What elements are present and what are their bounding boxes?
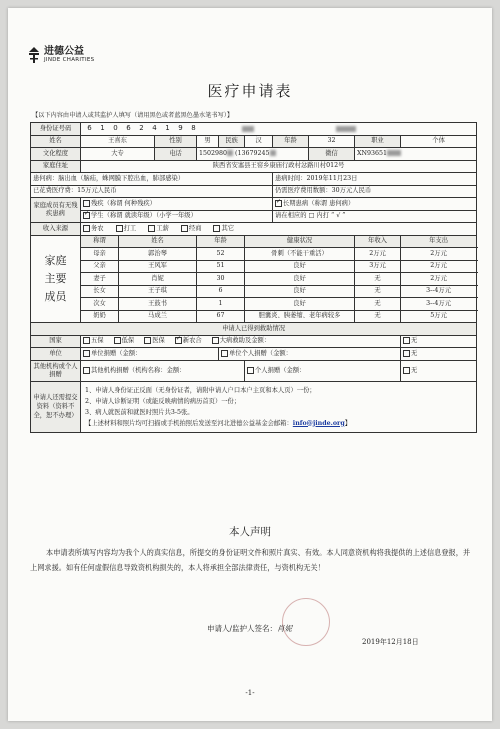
income-option: 经商	[188, 224, 202, 232]
materials-list	[81, 381, 477, 432]
checkbox[interactable]	[83, 225, 90, 232]
income-source-label: 收入来源	[31, 223, 81, 236]
col-header-income: 年收入	[355, 235, 401, 248]
id-digit: 2	[139, 124, 144, 133]
help-option: 五保	[91, 337, 104, 345]
member-name[interactable]: 王鼓书	[119, 298, 197, 311]
id-digit: 1	[100, 124, 105, 133]
member-expense[interactable]: 3--4万元	[401, 298, 477, 311]
id-digit: 1	[165, 124, 170, 133]
member-age[interactable]: 67	[197, 310, 245, 323]
checkbox[interactable]	[213, 225, 220, 232]
phone-number: 1502980	[199, 149, 228, 157]
ethnic-value[interactable]: 汉	[245, 135, 273, 148]
member-relation[interactable]: 妻子	[81, 273, 119, 286]
row-income-source	[31, 223, 477, 236]
member-age[interactable]: 1	[197, 298, 245, 311]
wechat-id: XN93651	[357, 149, 388, 157]
checkbox[interactable]	[275, 200, 282, 207]
member-income[interactable]: 2万元	[355, 248, 401, 261]
member-name[interactable]: 王风军	[119, 260, 197, 273]
help-country-row	[31, 335, 477, 348]
unit-help-label: 单位	[31, 348, 81, 361]
income-source-options[interactable]	[81, 223, 477, 236]
member-health[interactable]: 良好	[245, 285, 355, 298]
checkbox[interactable]	[83, 350, 90, 357]
id-digit: 6	[126, 124, 131, 133]
logo-name-cn: 进德公益	[44, 46, 84, 57]
other-none-option[interactable]	[401, 360, 477, 381]
member-relation[interactable]: 母亲	[81, 248, 119, 261]
disease-date-field[interactable]: 患病时间：2019年11月23日	[273, 173, 477, 186]
check-hint: 请在相应的 □ 内打 “ √ ”	[273, 210, 477, 223]
checkbox[interactable]	[175, 337, 182, 344]
member-age[interactable]: 51	[197, 260, 245, 273]
email-line	[85, 418, 472, 429]
email-prefix: 【上述材料和照片均可扫描或手机拍照后发送至河北进德公益基金会邮箱：	[85, 419, 293, 427]
checkbox[interactable]	[144, 337, 151, 344]
phone-number-2: 13679245	[237, 149, 270, 157]
row-education	[31, 148, 477, 161]
person-donate-option[interactable]	[245, 360, 401, 381]
member-relation[interactable]: 父亲	[81, 260, 119, 273]
address-value[interactable]: 陕西省安塞县王窑乡康庙行政村忿路川村012号	[81, 160, 477, 173]
member-row	[31, 298, 477, 311]
help-option: 医保	[152, 337, 165, 345]
member-income[interactable]: 无	[355, 298, 401, 311]
member-relation[interactable]: 次女	[81, 298, 119, 311]
materials-row	[31, 381, 477, 432]
id-digit: 9	[178, 124, 183, 133]
email-suffix: 】	[344, 419, 352, 427]
checkbox[interactable]	[148, 225, 155, 232]
id-digit: 0	[113, 124, 118, 133]
row-cost	[31, 185, 477, 198]
org-donate-option[interactable]	[81, 360, 245, 381]
members-header-row	[31, 235, 477, 248]
member-row	[31, 273, 477, 286]
email-link[interactable]: info@jinde.org	[292, 419, 345, 427]
checkbox[interactable]	[116, 225, 123, 232]
job-label: 职业	[355, 135, 401, 148]
student-option[interactable]	[81, 210, 273, 223]
member-health[interactable]: 良好	[245, 298, 355, 311]
member-age[interactable]: 52	[197, 248, 245, 261]
unit-none-option[interactable]	[401, 348, 477, 361]
help-other-row	[31, 360, 477, 381]
job-value[interactable]: 个体	[401, 135, 477, 148]
member-name[interactable]: 郭治琴	[119, 248, 197, 261]
redaction	[270, 150, 276, 156]
member-health[interactable]: 骨刺（不能干重活）	[245, 248, 355, 261]
sex-label: 性别	[155, 135, 197, 148]
row-family-condition	[31, 198, 477, 211]
none-text: 无	[411, 349, 418, 357]
member-row	[31, 260, 477, 273]
row-family-condition-2	[31, 210, 477, 223]
member-income[interactable]: 3万元	[355, 260, 401, 273]
application-form	[30, 122, 477, 433]
help-section-header: 申请人已得到救助情况	[31, 323, 477, 336]
member-health[interactable]: 良好	[245, 273, 355, 286]
page-number: -1-	[245, 689, 255, 697]
unit-personal-text: 单位个人捐赠（金额：	[229, 349, 292, 357]
name-label: 姓名	[31, 135, 81, 148]
country-none-option[interactable]	[401, 335, 477, 348]
declaration-text: 本申请表所填写内容均为我个人的真实信息，所提交的身份证明文件和照片真实、有效。本人同意资机构将我提供的上述信息登报，并上网求援。如有任何虚假信息导致资机构损失的，本人将承担全部法律责任，与资机构无关！	[30, 548, 471, 572]
signature-name[interactable]: 肖妮	[277, 624, 293, 633]
checkbox[interactable]	[212, 337, 219, 344]
checkbox[interactable]	[181, 225, 188, 232]
member-expense[interactable]: 2万元	[401, 260, 477, 273]
col-header-relation: 称谓	[81, 235, 119, 248]
member-age[interactable]: 30	[197, 273, 245, 286]
member-income[interactable]: 无	[355, 285, 401, 298]
help-unit-row	[31, 348, 477, 361]
member-age[interactable]: 6	[197, 285, 245, 298]
unit-donate-option[interactable]	[81, 348, 219, 361]
other-help-label: 其他机构或个人捐赠	[31, 360, 81, 381]
cost-needed-field[interactable]: 仍需医疗费用数额：30万元人民币	[273, 185, 477, 198]
id-number-field[interactable]	[81, 123, 477, 136]
education-label: 文化程度	[31, 148, 81, 161]
id-digit: 8	[191, 124, 196, 133]
none-text: 无	[411, 337, 418, 345]
logo-name-en: JINDE CHARITIES	[44, 57, 95, 63]
member-row	[31, 285, 477, 298]
member-health[interactable]: 良好	[245, 260, 355, 273]
family-condition-label: 家庭成员有无残疾患病	[31, 198, 81, 223]
row-address	[31, 160, 477, 173]
row-id	[31, 123, 477, 136]
checkbox[interactable]	[403, 337, 410, 344]
row-disease	[31, 173, 477, 186]
row-name	[31, 135, 477, 148]
member-name[interactable]: 王子琪	[119, 285, 197, 298]
checkbox[interactable]	[83, 200, 90, 207]
signature-line	[207, 623, 292, 634]
declaration-title: 本人声明	[229, 526, 271, 538]
signature-label: 申请人/监护人签名：	[207, 624, 278, 633]
col-header-age: 年龄	[197, 235, 245, 248]
family-members-label: 家庭主要成员	[31, 235, 81, 323]
checkbox[interactable]	[221, 350, 228, 357]
income-option: 其它	[221, 224, 235, 232]
materials-label: 申请人还需提交资料（资料不全，恕不办理）	[31, 381, 81, 432]
member-income[interactable]: 无	[355, 273, 401, 286]
form-title: 医疗申请表	[207, 82, 293, 100]
member-name[interactable]: 马成兰	[119, 310, 197, 323]
member-expense[interactable]: 2万元	[401, 248, 477, 261]
member-relation[interactable]: 奶奶	[81, 310, 119, 323]
col-header-name: 姓名	[119, 235, 197, 248]
form-instruction: 【以下内容由申请人或其监护人填写（请用黑色或者蓝黑色墨水笔书写）】	[32, 112, 234, 119]
logo-icon	[28, 47, 40, 63]
org-donate-text: 其他机构捐赠（机构名称：金额：	[91, 366, 186, 374]
redaction	[387, 150, 401, 156]
member-row	[31, 310, 477, 323]
chronic-option[interactable]	[273, 198, 477, 211]
col-header-expense: 年支出	[401, 235, 477, 248]
unit-personal-option[interactable]	[219, 348, 401, 361]
checkbox[interactable]	[83, 212, 90, 219]
unit-donate-text: 单位捐赠（金额：	[91, 349, 142, 357]
age-label: 年龄	[273, 135, 309, 148]
student-text: 学生（称谓 就读年级）（小学一年级）	[91, 212, 197, 220]
member-row	[31, 248, 477, 261]
checkbox[interactable]	[247, 367, 254, 374]
id-label: 身份证号码	[31, 123, 81, 136]
disabled-text: 残疾（称谓 何种残疾）	[91, 199, 156, 207]
income-option: 务农	[91, 224, 104, 232]
address-label: 家庭住址	[31, 160, 81, 173]
disease-field[interactable]: 患何病：脑出血（脑疝，蛛网膜下腔出血，肺部感染）	[31, 173, 273, 186]
col-header-health: 健康状况	[245, 235, 355, 248]
material-item: 2、申请人诊断证明（或能反映病情的病历首页）一份；	[85, 397, 241, 405]
age-value[interactable]: 32	[309, 135, 355, 148]
chronic-text: 长期患病（称谓 患何病）	[283, 199, 355, 207]
checkbox[interactable]	[83, 367, 90, 374]
phone-label: 电话	[155, 148, 197, 161]
material-item: 1、申请人身份证正反面（无身份证者，请附申请人户口本户主页和本人页）一份；	[85, 386, 316, 394]
checkbox[interactable]	[114, 337, 121, 344]
cost-spent-field[interactable]: 已花费医疗费：15万元人民币	[31, 185, 273, 198]
help-header-row	[31, 323, 477, 336]
country-help-label: 国家	[31, 335, 81, 348]
material-item: 3、病人就医前和就医时照片共3-5张。	[85, 408, 194, 416]
wechat-label: 微信	[309, 148, 355, 161]
id-digit: 6	[87, 124, 92, 133]
help-option: 低保	[121, 337, 135, 345]
member-expense[interactable]: 5万元	[401, 310, 477, 323]
logo	[28, 46, 94, 64]
wechat-value[interactable]	[355, 148, 477, 161]
member-relation[interactable]: 长女	[81, 285, 119, 298]
income-option: 工薪	[156, 224, 169, 232]
member-health[interactable]: 胆囊炎、胰萎缩、老年病较多	[245, 310, 355, 323]
checkbox[interactable]	[403, 367, 410, 374]
sex-value[interactable]: 男	[197, 135, 219, 148]
none-text: 无	[411, 366, 418, 374]
signature-date: 2019年12月18日	[362, 638, 419, 646]
person-donate-text: 个人捐赠（金额：	[255, 366, 306, 374]
country-help-options[interactable]	[81, 335, 401, 348]
seal-mark	[282, 598, 330, 646]
ethnic-label: 民族	[219, 135, 245, 148]
phone-value[interactable]: 1502980 (13679245	[197, 148, 309, 161]
member-expense[interactable]: 2万元	[401, 273, 477, 286]
member-income[interactable]: 无	[355, 310, 401, 323]
checkbox[interactable]	[83, 337, 90, 344]
help-option: 新农合	[182, 337, 202, 345]
redaction	[242, 126, 254, 132]
redaction	[336, 126, 356, 132]
redaction	[227, 150, 233, 156]
member-name[interactable]: 肖妮	[119, 273, 197, 286]
checkbox[interactable]	[403, 350, 410, 357]
member-expense[interactable]: 3--4万元	[401, 285, 477, 298]
id-digit: 4	[152, 124, 157, 133]
disabled-option[interactable]	[81, 198, 273, 211]
income-option: 打工	[123, 224, 137, 232]
name-value[interactable]: 王喜东	[81, 135, 155, 148]
help-option: 大病救助及金额：	[219, 337, 271, 345]
education-value[interactable]: 大专	[81, 148, 155, 161]
